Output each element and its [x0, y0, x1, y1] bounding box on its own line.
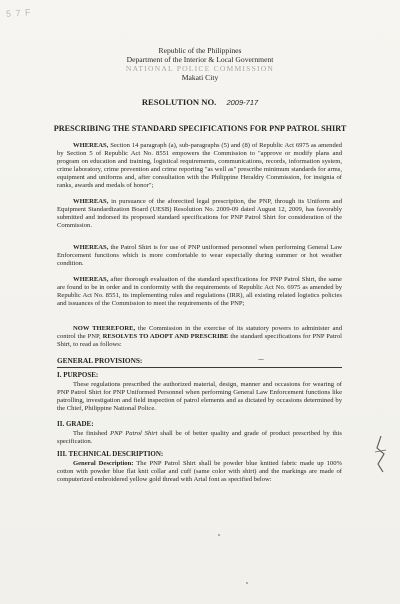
resolve-paragraph — [57, 325, 342, 349]
document-title: PRESCRIBING THE STANDARD SPECIFICATIONS FOR PNP PATROL SHIRT — [53, 124, 347, 133]
technical-text: The PNP Patrol Shirt shall be powder blue knitted fabric made up 100% cotton with powder blue flat knit collar and cuff (same color with shirt) and the markings are made of computerized embroidered yellow gold thread with Arial font as specified below: — [57, 460, 342, 484]
whereas-text: after thorough evaluation of the standard specifications for PNP Patrol Shirt, the same are found to be in order and in conformity with the requirements of Republic Act No. 6975 as amended by Republic Act No. 8551, its implementing rules and regulations (IRR), all existing related logistics policies and issuances of the Commission to meet the requirements of the PNP; — [57, 276, 342, 308]
header-republic: Republic of the Philippines — [158, 46, 242, 55]
whereas-lead: WHEREAS, — [73, 244, 109, 251]
whereas-text: the Patrol Shirt is for use of PNP uniformed personnel when performing General Law Enforcement functions which is more comfortable to wear especially during summer or hot weather condition. — [57, 244, 342, 268]
grade-paragraph — [57, 430, 342, 446]
technical-description-paragraph — [57, 460, 342, 484]
corner-stamp: 5 7 F — [5, 7, 32, 19]
header-department: Department of the Interior & Local Government — [126, 55, 274, 64]
ink-speck — [258, 359, 264, 360]
whereas-paragraph-4 — [57, 276, 342, 308]
header-city: Makati City — [181, 73, 219, 82]
purpose-heading: I. PURPOSE: — [57, 371, 99, 379]
section-divider — [57, 367, 342, 368]
resolution-value: 2009-717 — [226, 98, 259, 107]
purpose-paragraph: These regulations prescribed the authorized material, design, manner and occasions for wearing of PNP Patrol Shirt for PNP Uniformed Personnel when performing General Law Enforcement functions like patrolling, investigation and field inspection of patrol elements and as dictated by occasions determined by the Chief, Philippine National Police. — [57, 381, 342, 413]
resolve-text-1: the Commission in the exercise of its statutory powers to administer and control the PNP, — [57, 325, 342, 341]
resolve-lead: NOW THEREFORE, — [73, 325, 136, 332]
whereas-lead: WHEREAS, — [73, 142, 109, 149]
whereas-lead: WHEREAS, — [73, 198, 109, 205]
technical-description-heading: III. TECHNICAL DESCRIPTION: — [57, 450, 164, 458]
whereas-paragraph-2 — [57, 198, 342, 230]
handwritten-initial-mark — [372, 434, 390, 474]
header-agency: NATIONAL POLICE COMMISSION — [125, 64, 275, 73]
technical-lead: General Description: — [73, 460, 134, 467]
whereas-lead: WHEREAS, — [73, 276, 109, 283]
general-provisions-heading: GENERAL PROVISIONS: — [57, 356, 143, 365]
grade-emphasis: PNP Patrol Shirt — [110, 430, 158, 437]
whereas-paragraph-1 — [57, 142, 342, 191]
whereas-text: in pursuance of the aforecited legal prescription, the PNP, through its Uniform and Equipment Standardization Board (UESB) Resolution No. 2009-09 dated August 12, 2009, has favorably submitted and indorsed its proposed standard specifications for PNP Patrol Shirt for consideration of the Commission. — [57, 198, 342, 230]
ink-speck — [246, 582, 248, 584]
whereas-paragraph-3 — [57, 244, 342, 268]
resolution-number — [0, 97, 400, 107]
ink-speck — [218, 534, 220, 536]
whereas-text: Section 14 paragraph (a), sub-paragraphs (5) and (8) of Republic Act 6975 as amended by Section 5 of Republic Act No. 8551 empowers the Commission to "approve or modify plans and program on education and training, logistical requirements, communications, records, information system, crime laboratory, crime prevention and crime reporting "as well as" prescribe minimum standards for arms, equipment and uniforms and, after consultation with the Philippine Heraldry Commission, for insignia of ranks, awards and medals of honor"; — [57, 142, 342, 190]
grade-heading: II. GRADE: — [57, 420, 94, 428]
resolution-label: RESOLUTION NO. — [141, 97, 217, 107]
grade-text-post: shall be of better quality and grade of product prescribed by this specification. — [57, 430, 342, 446]
resolve-bold: RESOLVES TO ADOPT AND PRESCRIBE — [102, 333, 229, 341]
grade-text-pre: The finished — [73, 430, 108, 437]
resolve-text-2: the standard specifications for PNP Patrol Shirt, to read as follows: — [57, 333, 342, 349]
